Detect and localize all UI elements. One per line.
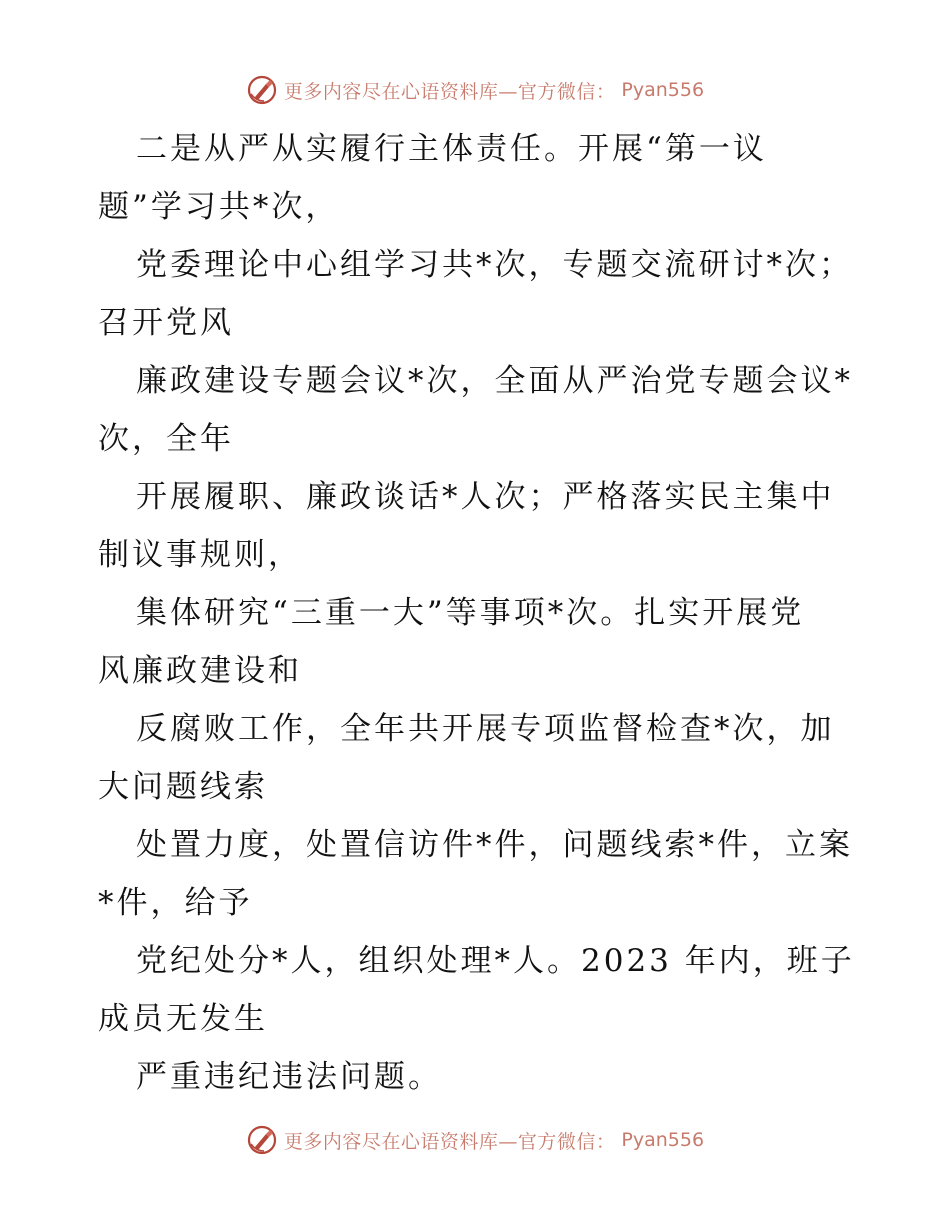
text-line: 开展履职、廉政谈话*人次；严格落实民主集中 (136, 479, 835, 515)
text-line: 召开党风 (98, 305, 234, 341)
header-watermark (0, 70, 950, 110)
watermark-text: 更多内容尽在心语资料库—官方微信： (283, 80, 616, 103)
text-line: 党委理论中心组学习共*次，专题交流研讨*次； (136, 247, 853, 283)
watermark-handle: Pyan556 (621, 1129, 705, 1151)
body-text (98, 120, 858, 1106)
pen-logo-icon (246, 1124, 278, 1156)
text-line: 成员无发生 (98, 1001, 268, 1037)
text-line: 处置力度，处置信访件*件，问题线索*件，立案 (136, 827, 853, 863)
text-line: *件，给予 (98, 885, 253, 921)
text-line: 党纪处分*人，组织处理*人。2023 年内，班子 (136, 943, 855, 979)
text-line: 严重违纪违法问题。 (136, 1059, 442, 1095)
footer-watermark (0, 1120, 950, 1160)
text-line: 题”学习共*次， (98, 189, 340, 225)
watermark-text: 更多内容尽在心语资料库—官方微信： (283, 1130, 616, 1153)
pen-logo-icon (246, 74, 278, 106)
text-line: 次，全年 (98, 421, 234, 457)
text-line: 二是从严从实履行主体责任。开展“第一议 (136, 131, 767, 167)
text-line: 集体研究“三重一大”等事项*次。扎实开展党 (136, 595, 805, 631)
text-line: 大问题线索 (98, 769, 268, 805)
text-line: 反腐败工作，全年共开展专项监督检查*次，加 (136, 711, 835, 747)
watermark-handle: Pyan556 (621, 79, 705, 101)
text-line: 制议事规则， (98, 537, 302, 573)
text-line: 风廉政建设和 (98, 653, 302, 689)
text-line: 廉政建设专题会议*次，全面从严治党专题会议* (136, 363, 853, 399)
